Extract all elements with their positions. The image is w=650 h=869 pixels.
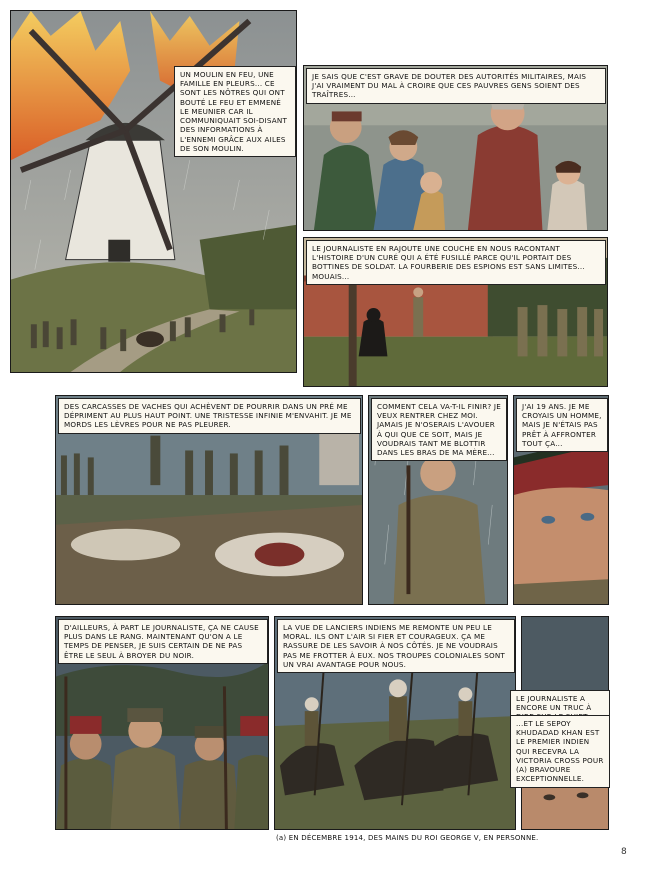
panel-cow-carcasses: [55, 395, 363, 605]
caption-doubt: JE SAIS QUE C'EST GRAVE DE DOUTER DES AUTORITÉS MILITAIRES, MAIS J'AI VRAIMENT DU MAL À CROIRE QUE CES PAUVRES GENS SOIENT DES TRAÎTRES...: [306, 68, 606, 104]
panel-soldiers-brooding: [55, 616, 269, 830]
caption-journalist-more: LE JOURNALISTE A ENCORE UN TRUC À: [510, 690, 610, 726]
panel-indian-lancers: [274, 616, 516, 830]
caption-journalist-priest: LE JOURNALISTE EN RAJOUTE UNE COUCHE EN NOUS RACONTANT L'HISTOIRE D'UN CURÉ QUI A ÉTÉ FUSILLÉ PARCE QU'IL PORTAIT DES BOTTINES DE SOLDAT. LA FOURBERIE DES ESPIONS EST SANS LIMITES... MOUAIS...: [306, 240, 606, 285]
caption-go-home: COMMENT CELA VA-T-IL FINIR? JE VEUX RENTRER CHEZ MOI. JAMAIS JE N'OSERAIS L'AVOUER À QUI QUE CE SOIT, MAIS JE VOUDRAIS TANT ME BLOTTIR DANS LES BRAS DE MA MÈRE...: [371, 398, 507, 461]
caption-victoria-cross: ...ET LE SEPOY KHUDADAD KHAN EST LE PREMIER INDIEN QUI RECEVRA LA VICTORIA CROSS POUR (A) BRAVOURE EXCEPTIONNELLE.: [510, 715, 610, 788]
caption-carcasses: DES CARCASSES DE VACHES QUI ACHÈVENT DE POURRIR DANS UN PRÉ ME DÉPRIMENT AU PLUS HAUT POINT. UNE TRISTESSE INFINIE M'ENVAHIT. JE ME MORDS LES LÈVRES POUR NE PAS PLEURER.: [58, 398, 361, 434]
panel-family-weeping: [303, 65, 608, 231]
panel-young-soldier-closeup: [513, 395, 609, 605]
page-number: 8: [621, 847, 627, 857]
caption-lancers: LA VUE DE LANCIERS INDIENS ME REMONTE UN PEU LE MORAL. ILS ONT L'AIR SI FIER ET COURAGEUX. ÇA ME RASSURE DE LES SAVOIR À NOS CÔTÉS. JE NE VOUDRAIS PAS ME FROTTER À EUX. NOS TROUPES COLONIALES SONT UN VRAI AVANTAGE POUR NOUS.: [277, 619, 515, 673]
panel-firing-squad: [303, 237, 608, 387]
caption-nineteen: J'AI 19 ANS. JE ME CROYAIS UN HOMME, MAIS JE N'ÉTAIS PAS PRÊT À AFFRONTER TOUT ÇA...: [516, 398, 608, 452]
footnote: (a) EN DÉCEMBRE 1914, DES MAINS DU ROI GEORGE V, EN PERSONNE.: [276, 834, 539, 842]
caption-brooding: D'AILLEURS, À PART LE JOURNALISTE, ÇA NE CAUSE PLUS DANS LE RANG. MAINTENANT QU'ON A LE TEMPS DE PENSER, JE SUIS CERTAIN DE NE PAS ÊTRE LE SEUL À BROYER DU NOIR.: [58, 619, 268, 664]
caption-windmill: UN MOULIN EN FEU, UNE FAMILLE EN PLEURS... CE SONT LES NÔTRES QUI ONT BOUTÉ LE FEU ET EMMENÉ LE MEUNIER CAR IL COMMUNIQUAIT SOI-DISANT DES INFORMATIONS À L'ENNEMI GRÂCE AUX AILES DE SON MOULIN.: [174, 66, 296, 157]
panel-soldier-rain: [368, 395, 508, 605]
panel-burning-windmill: [10, 10, 297, 373]
